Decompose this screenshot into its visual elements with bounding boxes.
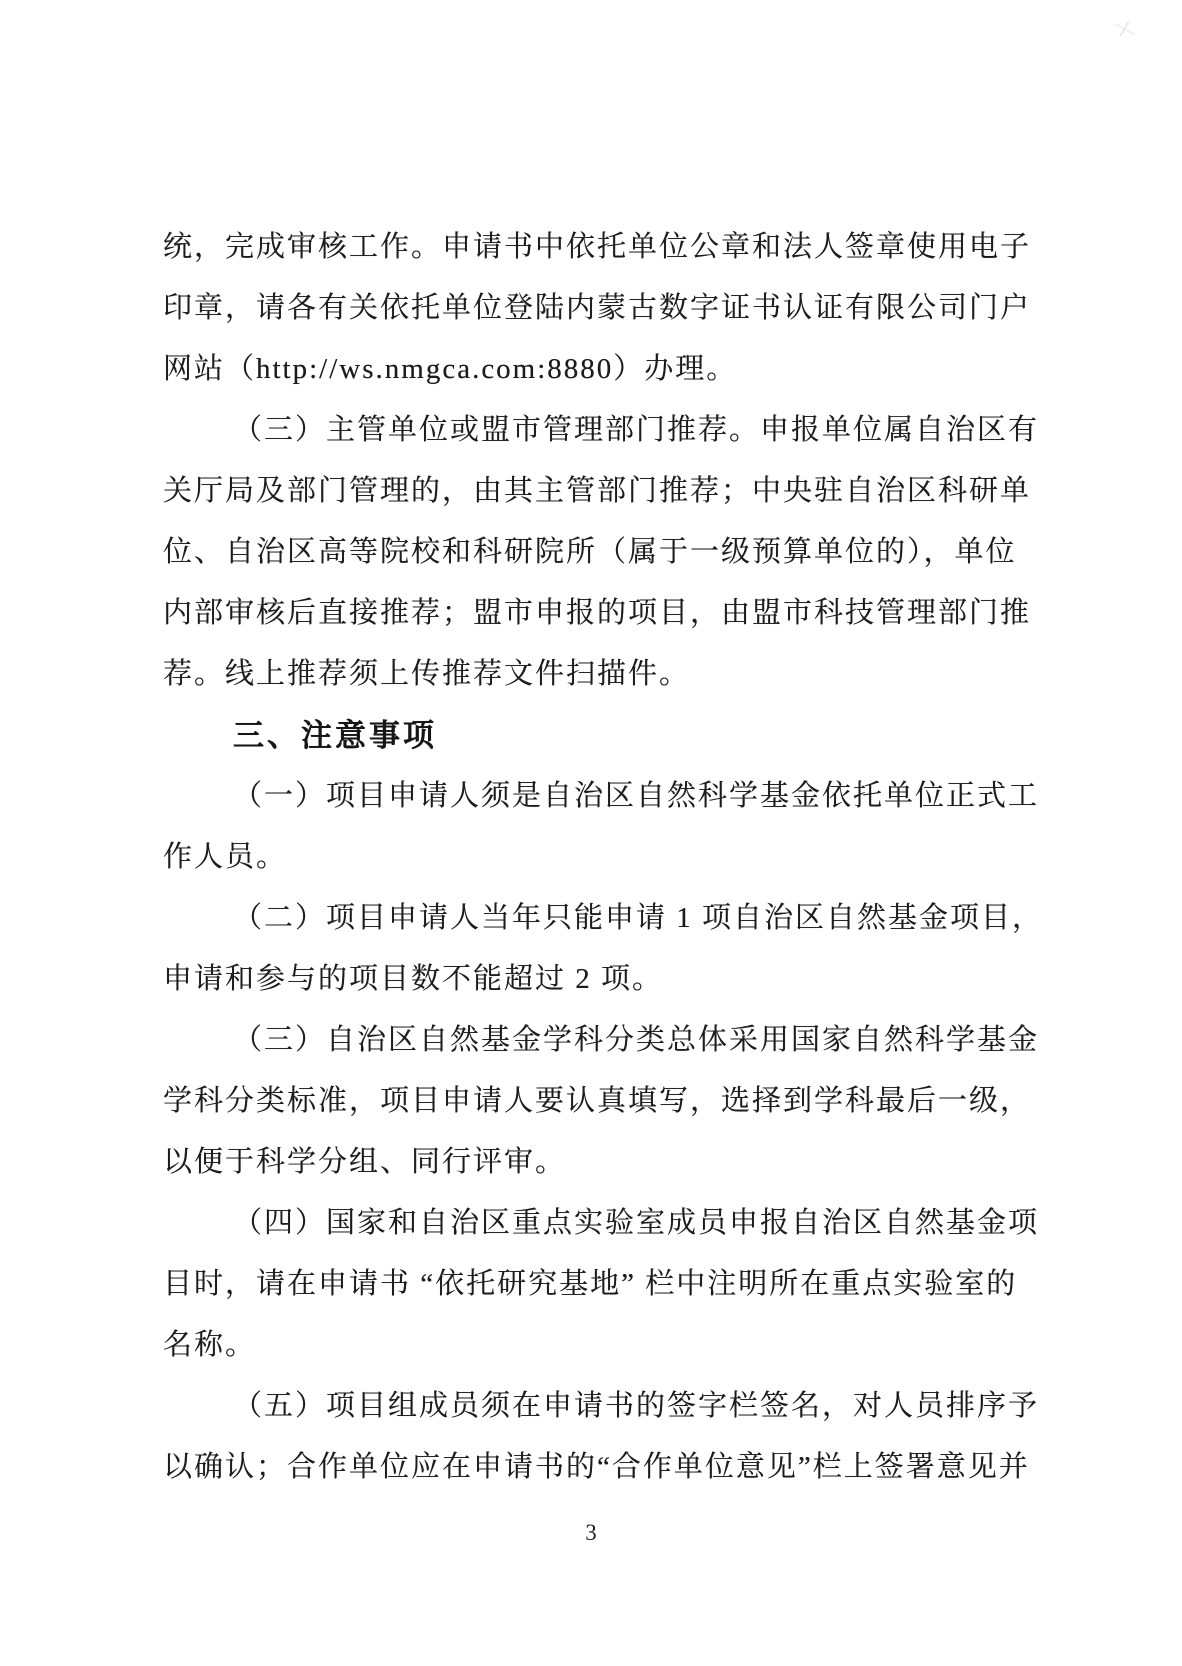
text-line: （三）自治区自然基金学科分类总体采用国家自然科学基金: [233, 1024, 1040, 1056]
text-line: 名称。: [163, 1329, 257, 1361]
scan-artifact-mark: [1116, 22, 1134, 36]
text-line: 目时，请在申请书 “依托研究基地” 栏中注明所在重点实验室的: [163, 1268, 1018, 1300]
text-line: （五）项目组成员须在申请书的签字栏签名，对人员排序予: [233, 1390, 1040, 1422]
text-line: 位、自治区高等院校和科研院所（属于一级预算单位的），单位: [163, 536, 1017, 568]
text-line: （三）主管单位或盟市管理部门推荐。申报单位属自治区有: [233, 414, 1040, 446]
text-line: 荐。线上推荐须上传推荐文件扫描件。: [163, 658, 691, 690]
text-line: 申请和参与的项目数不能超过 2 项。: [163, 963, 664, 995]
text-line: （二）项目申请人当年只能申请 1 项自治区自然基金项目，: [233, 902, 1044, 934]
text-line: （四）国家和自治区重点实验室成员申报自治区自然基金项: [233, 1207, 1040, 1239]
text-line: 内部审核后直接推荐；盟市申报的项目，由盟市科技管理部门推: [163, 597, 1032, 629]
text-line: 作人员。: [163, 841, 288, 873]
text-line: 印章，请各有关依托单位登陆内蒙古数字证书认证有限公司门户: [163, 292, 1032, 324]
document-body: [163, 217, 1044, 1498]
text-line: 关厅局及部门管理的，由其主管部门推荐；中央驻自治区科研单: [163, 475, 1032, 507]
text-line: 学科分类标准，项目申请人要认真填写，选择到学科最后一级，: [163, 1085, 1032, 1117]
text-line: 以确认；合作单位应在申请书的“合作单位意见”栏上签署意见并: [163, 1451, 1030, 1483]
text-line: （一）项目申请人须是自治区自然科学基金依托单位正式工: [233, 780, 1040, 812]
page-number: 3: [585, 1520, 597, 1545]
section-heading-notes: 三、注意事项: [233, 718, 437, 753]
text-line: 统，完成审核工作。申请书中依托单位公章和法人签章使用电子: [163, 231, 1032, 263]
text-line: 以便于科学分组、同行评审。: [163, 1146, 567, 1178]
text-line: 网站（http://ws.nmgca.com:8880）办理。: [163, 353, 738, 385]
